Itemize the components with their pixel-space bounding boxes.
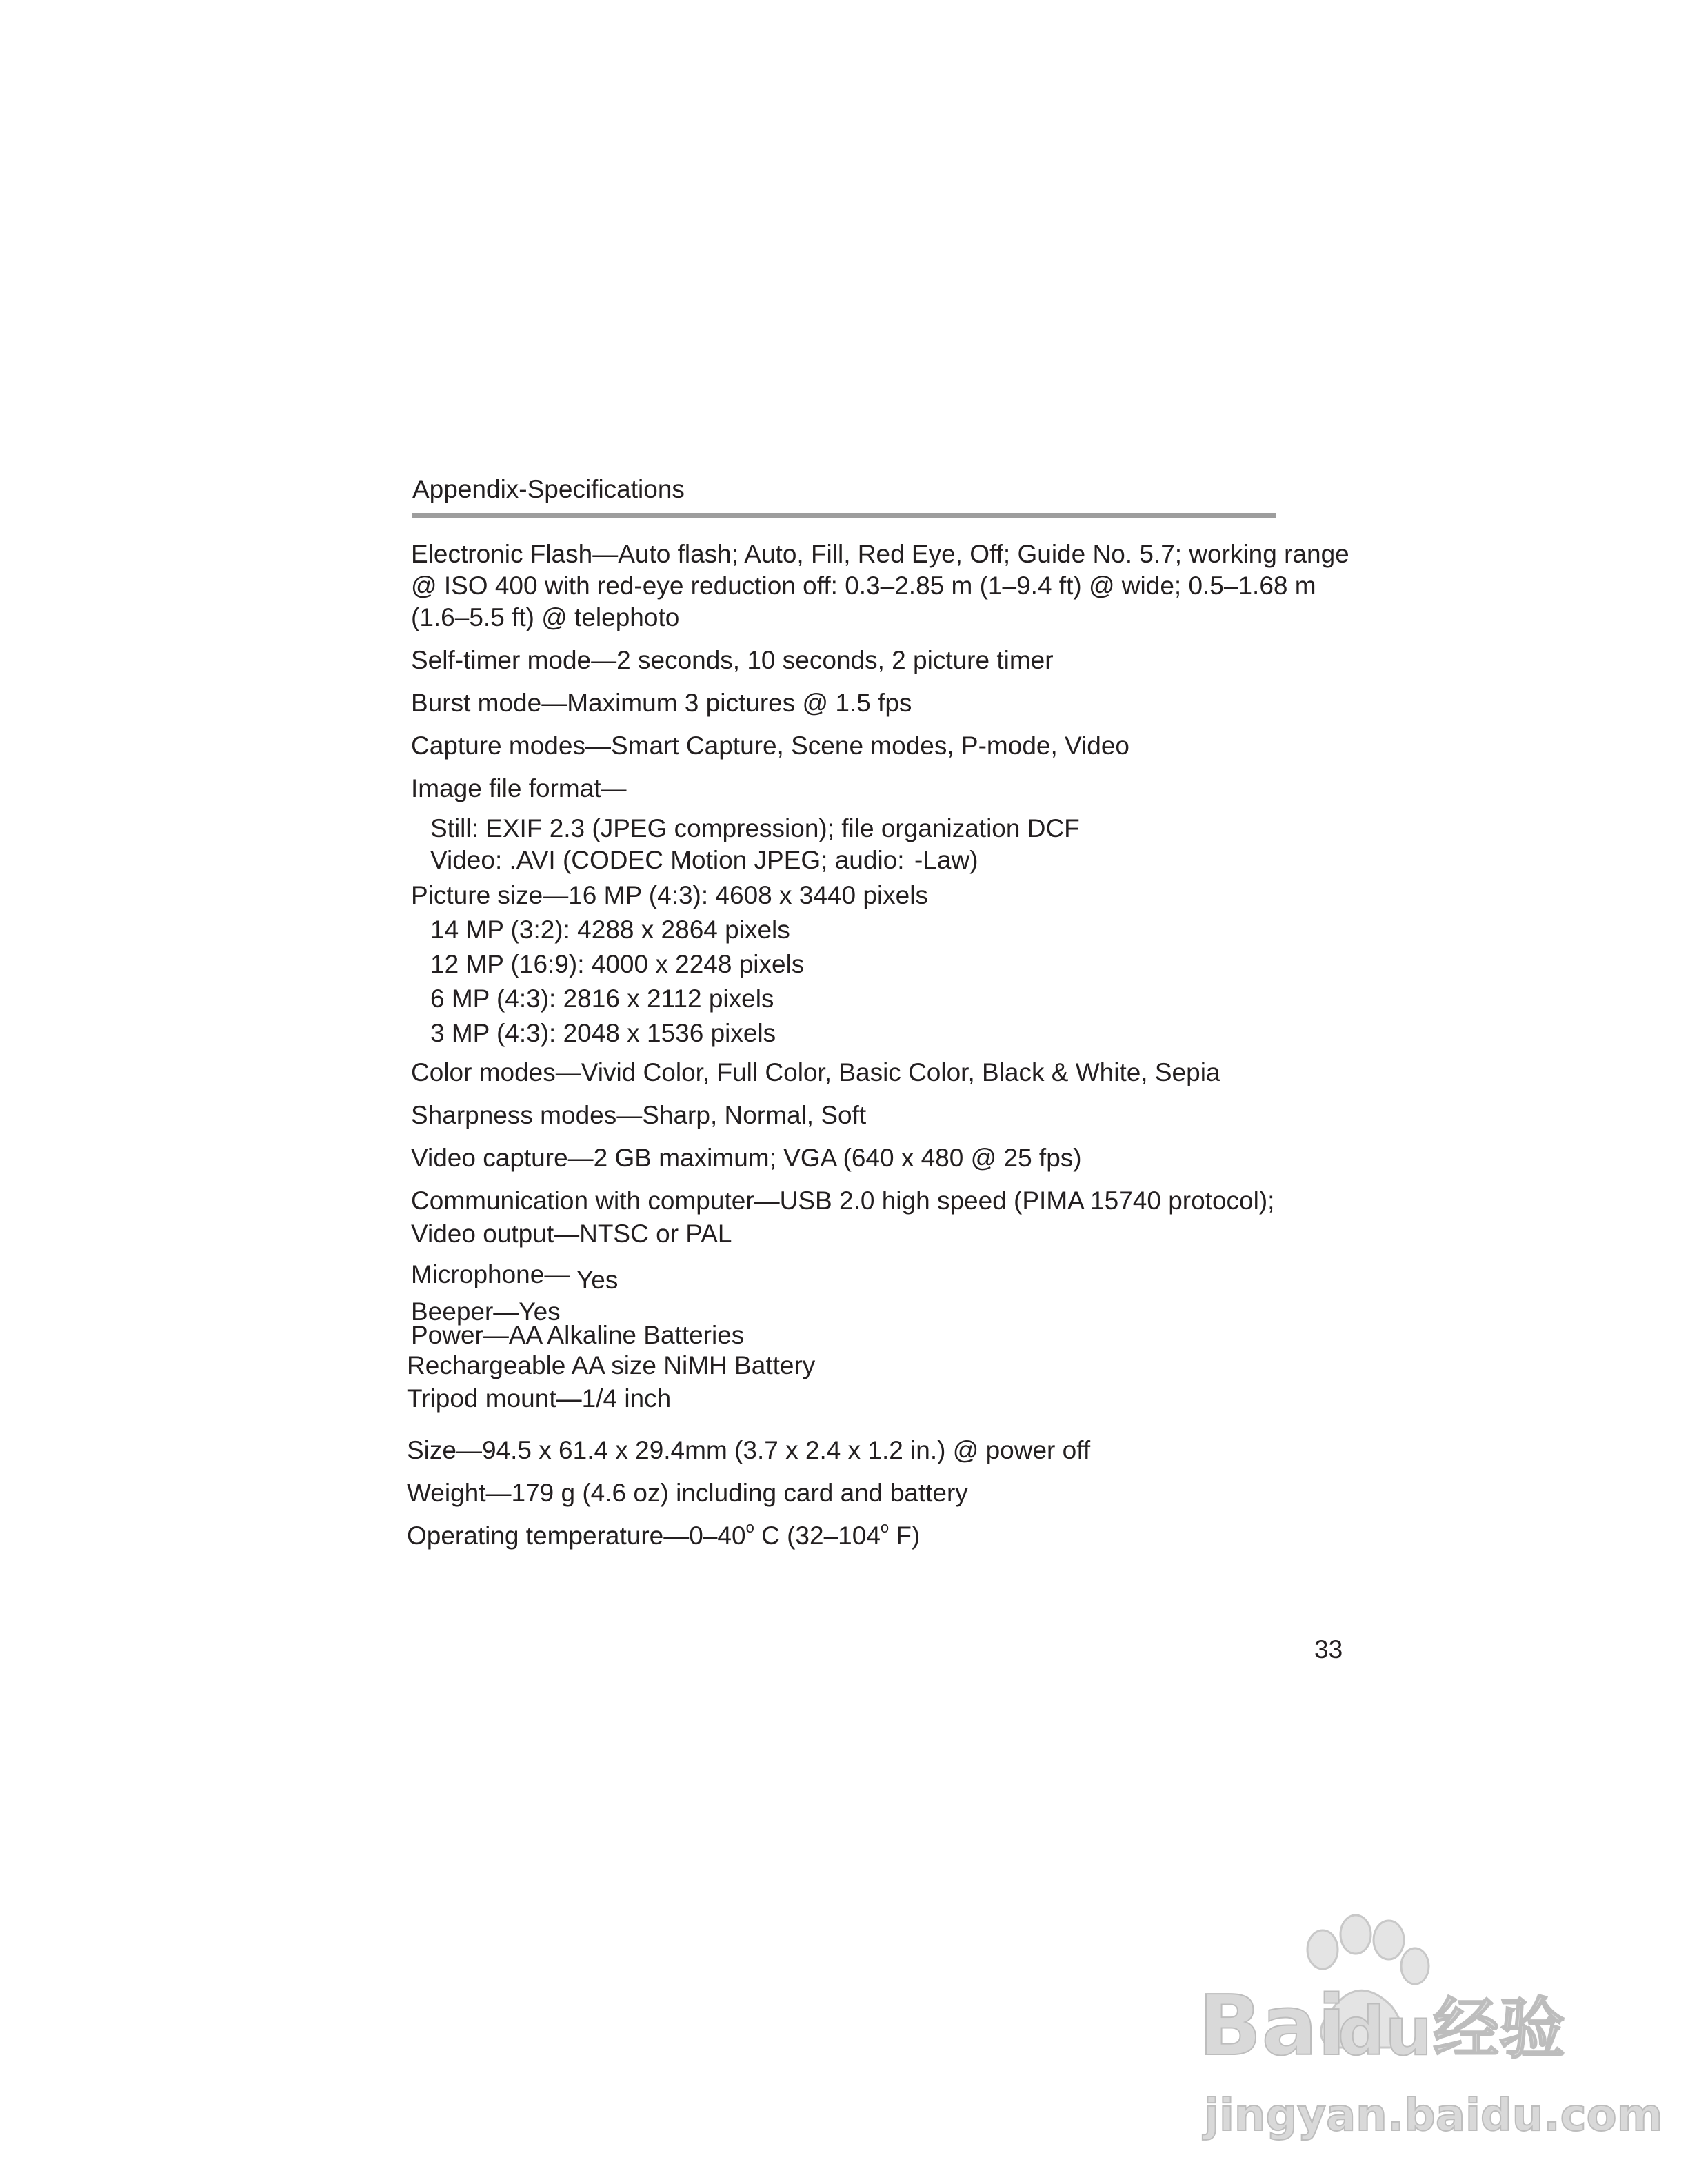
spec-capture-modes: Capture modes—Smart Capture, Scene modes, P-mode, Video bbox=[411, 731, 1129, 760]
temp-part-c: F) bbox=[889, 1521, 921, 1550]
watermark-brand-du: du bbox=[1338, 1993, 1433, 2070]
spec-flash-line-1: Electronic Flash—Auto flash; Auto, Fill, Red Eye, Off; Guide No. 5.7; working range bbox=[411, 540, 1349, 568]
spec-size: Size—94.5 x 61.4 x 29.4mm (3.7 x 2.4 x 1.2 in.) @ power off bbox=[407, 1436, 1091, 1464]
spec-still: Still: EXIF 2.3 (JPEG compression); file organization DCF bbox=[430, 814, 1080, 842]
spec-self-timer: Self-timer mode—2 seconds, 10 seconds, 2 picture timer bbox=[411, 646, 1054, 674]
page-number: 33 bbox=[1314, 1635, 1343, 1664]
spec-tripod: Tripod mount—1/4 inch bbox=[407, 1384, 672, 1413]
spec-microphone-value: Yes bbox=[576, 1266, 619, 1294]
spec-rechargeable: Rechargeable AA size NiMH Battery bbox=[407, 1351, 816, 1379]
temp-part-a: Operating temperature—0–40 bbox=[407, 1521, 746, 1550]
temp-part-b: C (32–104 bbox=[754, 1521, 881, 1550]
spec-flash-line-3: (1.6–5.5 ft) @ telephoto bbox=[411, 603, 680, 631]
degree-mark: o bbox=[745, 1518, 754, 1536]
watermark-brand: Bai bbox=[1198, 1979, 1346, 2074]
section-header: Appendix-Specifications bbox=[412, 475, 685, 503]
spec-flash-line-2: @ ISO 400 with red-eye reduction off: 0.3–2.85 m (1–9.4 ft) @ wide; 0.5–1.68 m bbox=[411, 572, 1316, 600]
baidu-watermark bbox=[1185, 1910, 1663, 2158]
spec-video-law: -Law) bbox=[914, 846, 978, 874]
spec-weight: Weight—179 g (4.6 oz) including card and battery bbox=[407, 1479, 968, 1507]
spec-communication: Communication with computer—USB 2.0 high speed (PIMA 15740 protocol); bbox=[411, 1186, 1275, 1215]
spec-image-format: Image file format— bbox=[411, 774, 627, 802]
spec-power: Power—AA Alkaline Batteries bbox=[411, 1321, 745, 1349]
header-rule bbox=[412, 513, 1276, 518]
spec-video-capture: Video capture—2 GB maximum; VGA (640 x 480 @ 25 fps) bbox=[411, 1144, 1082, 1172]
spec-size-14mp: 14 MP (3:2): 4288 x 2864 pixels bbox=[430, 916, 790, 944]
spec-picture-size: Picture size—16 MP (4:3): 4608 x 3440 pixels bbox=[411, 881, 928, 909]
spec-sharpness: Sharpness modes—Sharp, Normal, Soft bbox=[411, 1101, 867, 1129]
spec-color-modes: Color modes—Vivid Color, Full Color, Basic Color, Black & White, Sepia bbox=[411, 1058, 1220, 1086]
spec-size-6mp: 6 MP (4:3): 2816 x 2112 pixels bbox=[430, 984, 774, 1013]
spec-video: Video: .AVI (CODEC Motion JPEG; audio: bbox=[430, 846, 905, 874]
spec-size-12mp: 12 MP (16:9): 4000 x 2248 pixels bbox=[430, 950, 805, 978]
spec-video-output: Video output—NTSC or PAL bbox=[411, 1220, 732, 1248]
spec-burst: Burst mode—Maximum 3 pictures @ 1.5 fps bbox=[411, 689, 912, 717]
degree-mark: o bbox=[880, 1518, 890, 1536]
spec-size-3mp: 3 MP (4:3): 2048 x 1536 pixels bbox=[430, 1019, 776, 1047]
watermark-chinese: 经验 bbox=[1433, 1990, 1565, 2067]
spec-microphone-label: Microphone— bbox=[411, 1260, 570, 1288]
spec-beeper: Beeper—Yes bbox=[411, 1297, 561, 1326]
spec-operating-temperature bbox=[407, 1520, 920, 1552]
watermark-url: jingyan.baidu.com bbox=[1204, 2090, 1663, 2141]
